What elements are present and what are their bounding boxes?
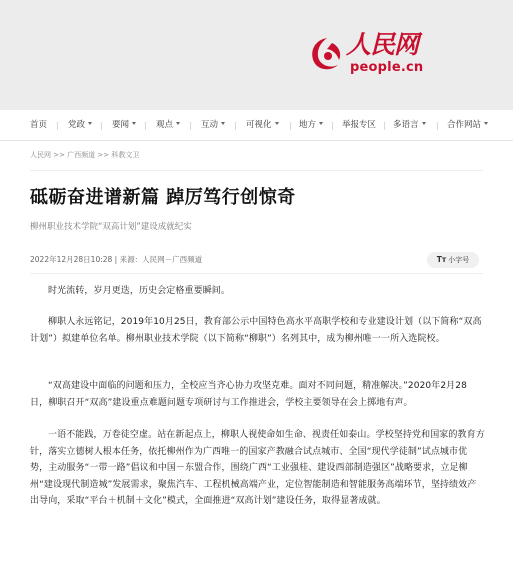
logo-text-cn: 人民网 (346, 30, 419, 59)
nav-item-partners[interactable]: 合作网站 (447, 110, 488, 141)
nav-item-local[interactable]: 地方 (299, 110, 323, 141)
article-meta: 2022年12月28日10:28 | 来源：人民网－广西频道 (30, 255, 203, 264)
nav-item-languages[interactable]: 多语言 (393, 110, 426, 141)
chevron-down-icon (319, 122, 323, 125)
article-paragraph: 时光流转，岁月更迭，历史会定格重要瞬间。 (48, 286, 231, 296)
font-size-icon: Tт (436, 255, 447, 264)
nav-item-news[interactable]: 要闻 (112, 110, 136, 141)
main-nav (0, 110, 513, 141)
article-paragraph: 一语不能践，万卷徒空虚。站在新起点上，柳职人视使命如生命、视责任如泰山。学校坚持党和国家的教育方针，落实立德树人根本任务，依托柳州作为广西唯一的国家产教融合试点城市、全国“现代学徒制”试点城市优势，主动服务“一带一路”倡议和中国－东盟合作，围绕广西“工业强桂、建设西部制造强区”战略要求，立足柳州“建设现代制造城”发展需求，聚焦汽车、工程机械高端产业，定位智能制造和智能服务高端环节，坚持绩效产出导向，采取“平台＋机制＋文化”模式，全面推进“双高计划”建设任务，取得显著成就。 (30, 430, 485, 506)
chevron-down-icon (221, 122, 225, 125)
divider (30, 273, 483, 274)
site-header (0, 0, 513, 110)
nav-item-interaction[interactable]: 互动 (201, 110, 225, 141)
chevron-down-icon (422, 122, 426, 125)
font-size-button[interactable] (427, 252, 479, 268)
nav-divider (332, 122, 333, 130)
people-cn-logo[interactable] (306, 30, 446, 78)
chevron-down-icon (88, 122, 92, 125)
article-paragraph: 柳职人永远铭记，2019年10月25日，教育部公示中国特色高水平高职学校和专业建设计划（以下简称“双高计划”）拟建单位名单。柳州职业技术学院（以下简称“柳职”）名列其中，成为柳州唯一一所入选院校。 (30, 317, 482, 344)
divider (30, 170, 483, 171)
nav-divider (145, 122, 146, 130)
nav-divider (384, 122, 385, 130)
article-title: 砥砺奋进谱新篇 踔厉笃行创惊奇 (30, 187, 296, 208)
nav-item-opinion[interactable]: 观点 (156, 110, 180, 141)
article-paragraph: “双高建设中面临的问题和压力，全校应当齐心协力攻坚克难。面对不同问题，精准解决。”2020年2月28日，柳职召开“双高”建设重点难题问题专项研讨与工作推进会，学校主要领导在会上掷地有声。 (30, 381, 467, 408)
nav-divider (101, 122, 102, 130)
nav-divider (235, 122, 236, 130)
logo-swirl-icon (306, 34, 346, 74)
nav-divider (190, 122, 191, 130)
breadcrumb[interactable]: 人民网 >> 广西频道 >> 科教文卫 (30, 151, 140, 159)
nav-item-home[interactable]: 首页 (30, 120, 48, 130)
nav-item-party[interactable]: 党政 (68, 110, 92, 141)
chevron-down-icon (132, 122, 136, 125)
nav-item-report[interactable]: 举报专区 (342, 120, 377, 130)
article-subtitle: 柳州职业技术学院“双高计划”建设成就纪实 (30, 222, 192, 232)
logo-text-en: people.cn (350, 60, 424, 75)
nav-divider (57, 122, 58, 130)
chevron-down-icon (275, 122, 279, 125)
nav-divider (437, 122, 438, 130)
font-size-label: 小字号 (448, 256, 470, 264)
nav-divider (290, 122, 291, 130)
chevron-down-icon (484, 122, 488, 125)
chevron-down-icon (176, 122, 180, 125)
nav-item-visualization[interactable]: 可视化 (246, 110, 279, 141)
